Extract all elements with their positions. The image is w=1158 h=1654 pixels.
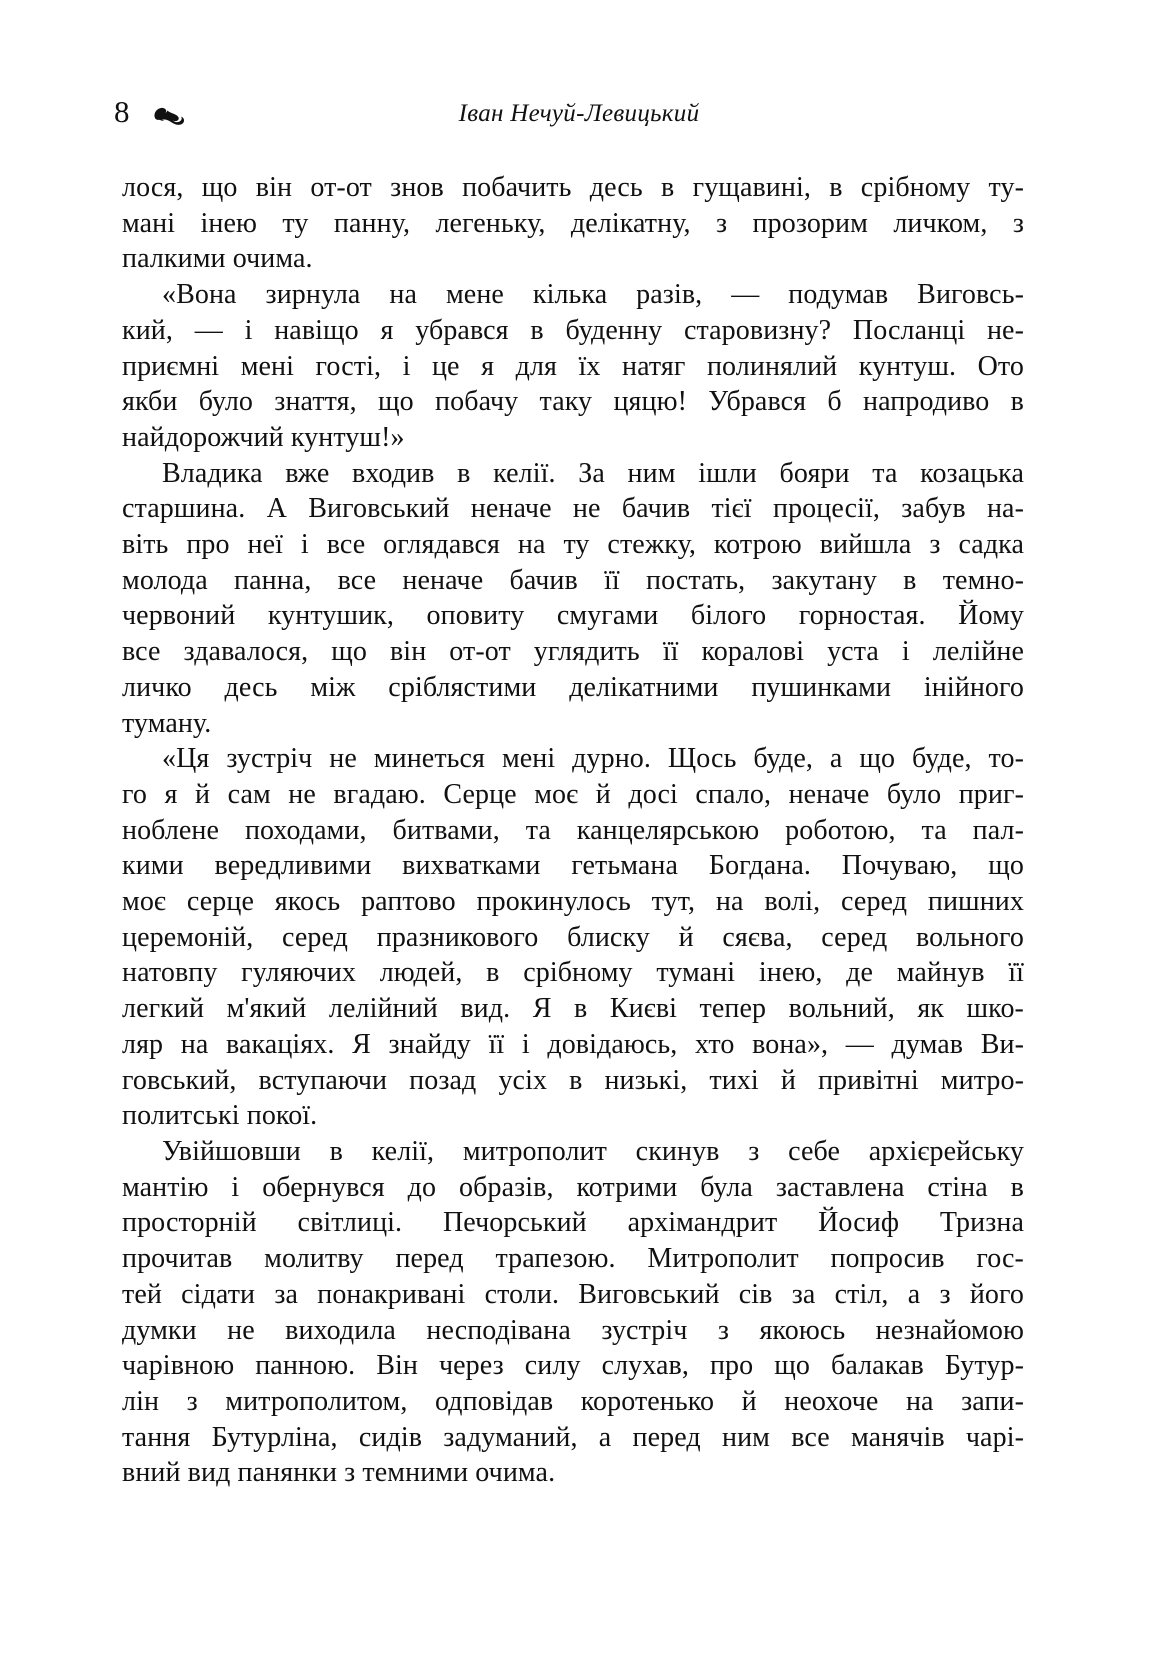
running-title: Іван Нечуй-Левицький [458,100,700,127]
text-line: просторній світлиці. Печорський архімандрит Йосиф Тризна [122,1207,1024,1239]
text-line: го я й сам не вгадаю. Серце моє й досі спало, неначе було приг- [122,778,1024,810]
text-line: прочитав молитву перед трапезою. Митрополит попросив гос- [122,1243,1024,1275]
text-line: мані інею ту панну, легеньку, делікатну, з прозорим личком, з [122,207,1024,239]
text-line: молода панна, все неначе бачив її постать, закутану в темно- [122,564,1024,596]
text-line: думки не виходила несподівана зустріч з якоюсь незнайомою [122,1314,1024,1346]
text-line: старшина. А Виговський неначе не бачив тієї процесії, забув на- [122,493,1024,525]
text-line: лін з митрополитом, одповідав коротенько й неохоче на запи- [122,1385,1024,1417]
text-line: Увійшовши в келії, митрополит скинув з себе архієрейську [162,1135,1024,1167]
text-line: натовпу гуляючих людей, в срібному тумані інею, де майнув її [122,957,1024,989]
text-line: кими вередливими вихватками гетьмана Богдана. Почуваю, що [122,850,1024,882]
text-line: якби було знаття, що побачу таку цяцю! Убрався б напродиво в [122,386,1024,418]
running-header [0,92,1158,138]
text-line: «Ця зустріч не минеться мені дурно. Щось буде, а що буде, то- [162,743,1024,775]
paragraph [122,1134,1024,1491]
page-number: 8 [114,94,130,129]
text-line: ноблене походами, битвами, та канцелярською роботою, та пал- [122,814,1024,846]
text-line: найдорожчий кунтуш!» [122,421,405,453]
text-line: тання Бутурліна, сидів задуманий, а перед ним все манячів чарі- [122,1421,1024,1453]
text-line: мантію і обернувся до образів, котрими була заставлена стіна в [122,1171,1024,1203]
text-line: тей сідати за понакривані столи. Виговський сів за стіл, а з його [122,1278,1024,1310]
text-line: «Вона зирнула на мене кілька разів, — подумав Виговсь- [162,279,1024,311]
text-line: Владика вже входив в келії. За ним ішли бояри та козацька [162,457,1024,489]
text-line: чарівною панною. Він через силу слухав, про що балакав Бутур- [122,1350,1024,1382]
paragraph [122,277,1024,456]
text-line: моє серце якось раптово прокинулось тут, на волі, серед пишних [122,886,1024,918]
text-line: ляр на вакаціях. Я знайду її і довідаюсь, хто вона», — думав Ви- [122,1028,1024,1060]
text-line: туману. [122,707,212,739]
text-line: лося, що він от-от знов побачить десь в гущавині, в срібному ту- [122,172,1024,203]
text-line: говський, вступаючи позад усіх в низькі, тихі й привітні митро- [122,1064,1024,1096]
paragraph [122,456,1024,742]
text-line: церемоній, серед празникового блиску й сяєва, серед вольного [122,921,1024,953]
text-line: червоний кунтушик, оповиту смугами білого горностая. Йому [122,600,1024,632]
text-line: кий, — і навіщо я убрався в буденну старовизну? Посланці не- [122,314,1024,346]
text-line: политські покої. [122,1100,318,1132]
text-column [122,170,1024,1491]
text-line: віть про неї і все оглядався на ту стежку, котрою вийшла з садка [122,529,1024,561]
text-line: личко десь між сріблястими делікатними пушинками інійного [122,671,1024,703]
text-line: все здавалося, що він от-от углядить її коралові уста і лелійне [122,636,1024,668]
paragraph [122,170,1024,277]
text-line: палкими очима. [122,243,313,275]
text-line: приємні мені гості, і це я для їх натяг полинялий кунтуш. Ото [122,350,1024,382]
paragraph [122,741,1024,1134]
text-line: вний вид панянки з темними очима. [122,1457,556,1489]
text-line: легкий м'який лелійний вид. Я в Києві тепер вольний, як шко- [122,993,1024,1025]
